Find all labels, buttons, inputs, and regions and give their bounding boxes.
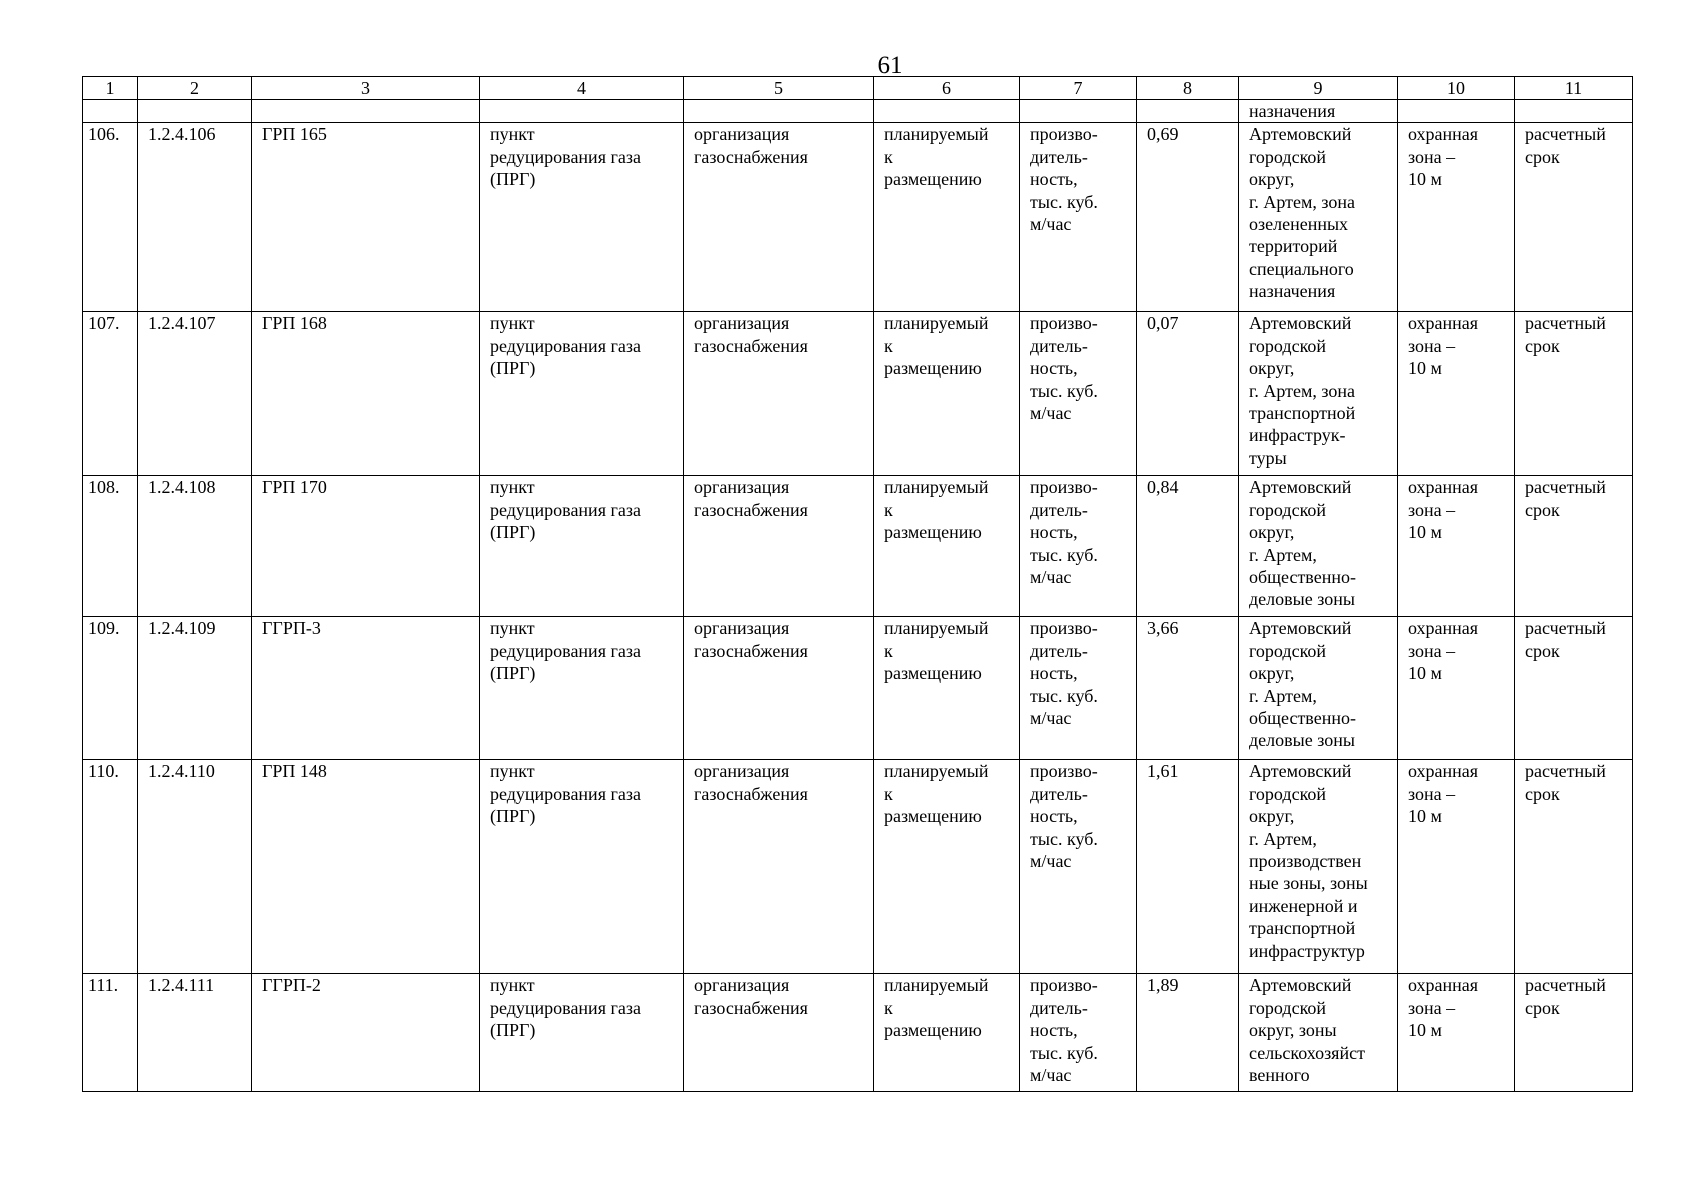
name-cell: ГГРП-2: [252, 974, 480, 1092]
zone-cell: охранная зона – 10 м: [1398, 312, 1515, 476]
organization-cell: организация газоснабжения: [684, 123, 874, 312]
code-cell: 1.2.4.108: [138, 476, 252, 617]
status-cell: планируемый к размещению: [874, 617, 1020, 760]
row-number-cell: 108.: [83, 476, 138, 617]
organization-cell: организация газоснабжения: [684, 617, 874, 760]
value-cell: 1,61: [1137, 760, 1239, 974]
table-row: [83, 760, 1633, 974]
table-cell: [1515, 100, 1633, 123]
table-cell: [1137, 100, 1239, 123]
value-cell: 0,84: [1137, 476, 1239, 617]
code-cell: 1.2.4.109: [138, 617, 252, 760]
table-cell: [480, 100, 684, 123]
column-number: 8: [1137, 77, 1239, 100]
type-cell: пункт редуцирования газа (ПРГ): [480, 617, 684, 760]
table-cell: [83, 100, 138, 123]
status-cell: планируемый к размещению: [874, 760, 1020, 974]
table-cell: [684, 100, 874, 123]
type-cell: пункт редуцирования газа (ПРГ): [480, 476, 684, 617]
name-cell: ГРП 165: [252, 123, 480, 312]
organization-cell: организация газоснабжения: [684, 974, 874, 1092]
zone-cell: охранная зона – 10 м: [1398, 617, 1515, 760]
table-cell: [138, 100, 252, 123]
name-cell: ГРП 170: [252, 476, 480, 617]
table-cell: [1398, 100, 1515, 123]
zone-cell: охранная зона – 10 м: [1398, 476, 1515, 617]
location-cell: Артемовский городской округ, г. Артем, общественно- деловые зоны: [1239, 476, 1398, 617]
parameter-cell: произво- дитель- ность, тыс. куб. м/час: [1020, 760, 1137, 974]
status-cell: планируемый к размещению: [874, 974, 1020, 1092]
zone-cell: охранная зона – 10 м: [1398, 123, 1515, 312]
term-cell: расчетный срок: [1515, 974, 1633, 1092]
table-row: [83, 974, 1633, 1092]
table-row: [83, 312, 1633, 476]
column-number-row: [83, 77, 1633, 100]
table-row: [83, 476, 1633, 617]
organization-cell: организация газоснабжения: [684, 476, 874, 617]
organization-cell: организация газоснабжения: [684, 312, 874, 476]
type-cell: пункт редуцирования газа (ПРГ): [480, 123, 684, 312]
parameter-cell: произво- дитель- ность, тыс. куб. м/час: [1020, 476, 1137, 617]
location-cell: Артемовский городской округ, г. Артем, зона озелененных территорий специального назначения: [1239, 123, 1398, 312]
column-number: 7: [1020, 77, 1137, 100]
column-number: 11: [1515, 77, 1633, 100]
column-number: 5: [684, 77, 874, 100]
column-number: 3: [252, 77, 480, 100]
location-cell: Артемовский городской округ, г. Артем, общественно- деловые зоны: [1239, 617, 1398, 760]
table-cell: [874, 100, 1020, 123]
continuation-row: [83, 100, 1633, 123]
location-cell: Артемовский городской округ, зоны сельскохозяйст венного: [1239, 974, 1398, 1092]
name-cell: ГГРП-3: [252, 617, 480, 760]
term-cell: расчетный срок: [1515, 617, 1633, 760]
status-cell: планируемый к размещению: [874, 312, 1020, 476]
row-number-cell: 106.: [83, 123, 138, 312]
term-cell: расчетный срок: [1515, 312, 1633, 476]
term-cell: расчетный срок: [1515, 476, 1633, 617]
name-cell: ГРП 148: [252, 760, 480, 974]
code-cell: 1.2.4.106: [138, 123, 252, 312]
zone-cell: охранная зона – 10 м: [1398, 760, 1515, 974]
type-cell: пункт редуцирования газа (ПРГ): [480, 974, 684, 1092]
value-cell: 0,69: [1137, 123, 1239, 312]
organization-cell: организация газоснабжения: [684, 760, 874, 974]
code-cell: 1.2.4.111: [138, 974, 252, 1092]
page-number: 61: [877, 52, 903, 79]
column-number: 6: [874, 77, 1020, 100]
facilities-table: [82, 76, 1633, 1092]
value-cell: 3,66: [1137, 617, 1239, 760]
status-cell: планируемый к размещению: [874, 123, 1020, 312]
row-number-cell: 111.: [83, 974, 138, 1092]
zone-cell: охранная зона – 10 м: [1398, 974, 1515, 1092]
row-number-cell: 109.: [83, 617, 138, 760]
table-row: [83, 123, 1633, 312]
value-cell: 1,89: [1137, 974, 1239, 1092]
location-cell: назначения: [1239, 100, 1398, 123]
row-number-cell: 107.: [83, 312, 138, 476]
term-cell: расчетный срок: [1515, 760, 1633, 974]
parameter-cell: произво- дитель- ность, тыс. куб. м/час: [1020, 123, 1137, 312]
column-number: 9: [1239, 77, 1398, 100]
type-cell: пункт редуцирования газа (ПРГ): [480, 312, 684, 476]
column-number: 10: [1398, 77, 1515, 100]
column-number: 2: [138, 77, 252, 100]
column-number: 1: [83, 77, 138, 100]
location-cell: Артемовский городской округ, г. Артем, производствен ные зоны, зоны инженерной и транспортной инфраструктур: [1239, 760, 1398, 974]
code-cell: 1.2.4.110: [138, 760, 252, 974]
table-cell: [1020, 100, 1137, 123]
term-cell: расчетный срок: [1515, 123, 1633, 312]
code-cell: 1.2.4.107: [138, 312, 252, 476]
type-cell: пункт редуцирования газа (ПРГ): [480, 760, 684, 974]
value-cell: 0,07: [1137, 312, 1239, 476]
parameter-cell: произво- дитель- ность, тыс. куб. м/час: [1020, 617, 1137, 760]
table-row: [83, 617, 1633, 760]
location-cell: Артемовский городской округ, г. Артем, зона транспортной инфраструк- туры: [1239, 312, 1398, 476]
parameter-cell: произво- дитель- ность, тыс. куб. м/час: [1020, 974, 1137, 1092]
row-number-cell: 110.: [83, 760, 138, 974]
column-number: 4: [480, 77, 684, 100]
parameter-cell: произво- дитель- ность, тыс. куб. м/час: [1020, 312, 1137, 476]
table-cell: [252, 100, 480, 123]
status-cell: планируемый к размещению: [874, 476, 1020, 617]
name-cell: ГРП 168: [252, 312, 480, 476]
